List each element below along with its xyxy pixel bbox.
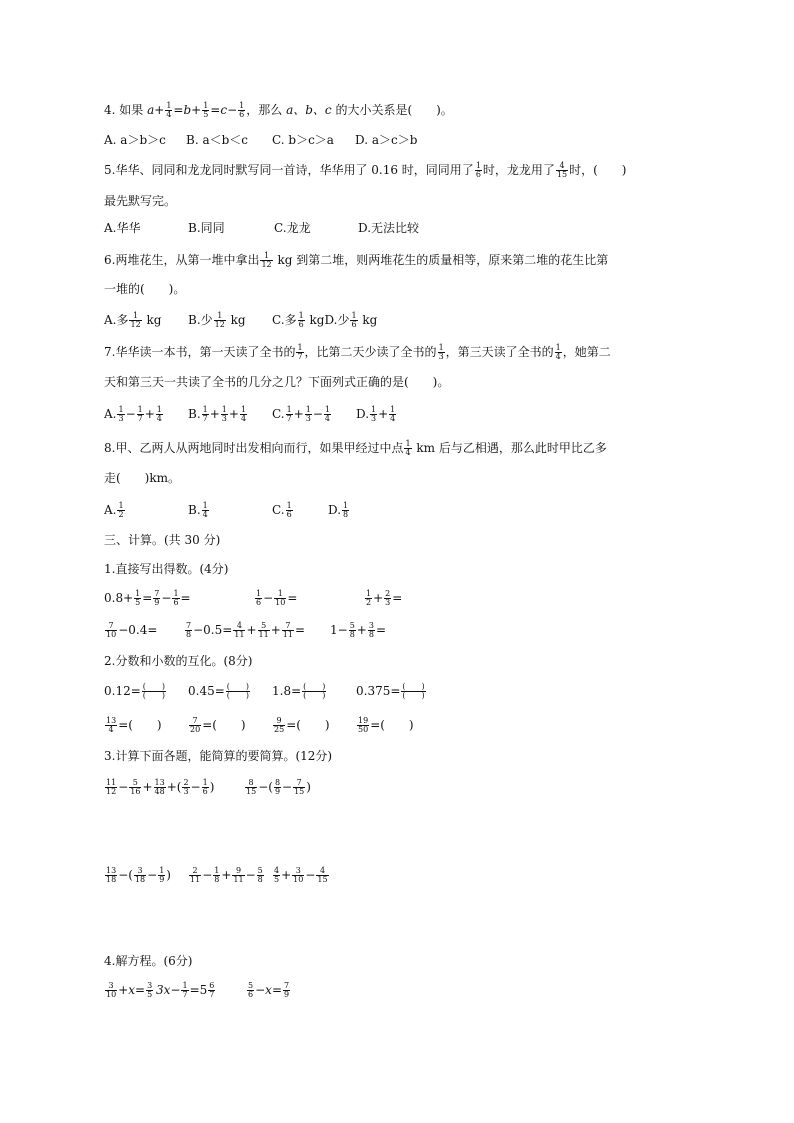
option-a: A. $\frac{1}{2}$ — [104, 501, 124, 519]
q4-options — [104, 132, 417, 148]
option-d: D. a＞c＞b — [355, 133, 418, 147]
option-b: B. $\frac{1}{7}$ + $\frac{1}{3}$ + $\frac{1}{4}$ — [188, 405, 247, 423]
section-title: 三、计算。(共 30 分) — [104, 533, 221, 547]
option-b: B.同同 — [188, 221, 225, 235]
option-c: C.龙龙 — [274, 221, 311, 235]
option-b: B. $\frac{1}{4}$ — [188, 501, 208, 519]
part1-title: 1.直接写出得数。(4分) — [104, 562, 229, 576]
option-d: D.少 $\frac{1}{6}$ kg — [324, 311, 378, 329]
option-c: C. b＞c＞a — [272, 133, 334, 147]
option-a: A.多 $\frac{1}{12}$ kg — [104, 311, 162, 329]
option-d: D.无法比较 — [358, 221, 420, 235]
option-b: B.少 $\frac{1}{12}$ kg — [188, 311, 246, 329]
simplify-row-2: $\frac{13}{18}$ −( $\frac{3}{18}$ − $\frac{1}{9}$ ) $\frac{2}{11}$ − $\frac{1}{8}$ + $\frac{9}{11}$ − $\frac{5}{8}$ $\frac{4}{5}$ + $\frac{3}{10}$ − $\frac{4}{15}$ — [106, 866, 328, 884]
option-a: A.华华 — [104, 221, 141, 235]
option-c: C. $\frac{1}{6}$ — [272, 501, 292, 519]
q4-stem: 4. 如果 a+ $\frac{1}{4}$ =b+ $\frac{1}{5}$ =c− $\frac{1}{6}$ ，那么 a、b、c 的大小关系是( )。 — [104, 101, 453, 119]
option-d: D. $\frac{1}{3}$ + $\frac{1}{4}$ — [356, 405, 396, 423]
q6-stem-cont: 一堆的( )。 — [104, 282, 186, 296]
convert-row-2: $\frac{13}{4}$ =( ) $\frac{7}{20}$ =( ) $\frac{9}{25}$ =( ) $\frac{19}{50}$ =( ) — [106, 716, 414, 734]
calc-row-2: $\frac{7}{10}$ −0.4= $\frac{7}{8}$ −0.5= $\frac{4}{11}$ + $\frac{5}{11}$ + $\frac{7}{11}$ = 1− $\frac{5}{8}$ + $\frac{3}{8}$ = — [106, 621, 387, 639]
part2-title: 2.分数和小数的互化。(8分) — [104, 654, 253, 668]
equation-row: $\frac{3}{10}$ +x= $\frac{3}{5}$ 3x− $\frac{1}{7}$ =5 $\frac{6}{7}$ $\frac{5}{6}$ −x= $\frac{7}{9}$ — [106, 981, 290, 999]
q7-stem-cont: 天和第三天一共读了全书的几分之几？下面列式正确的是( )。 — [104, 375, 450, 389]
option-a: A. a＞b＞c — [104, 133, 166, 147]
q5-stem-cont: 最先默写完。 — [104, 194, 177, 208]
option-a: A. $\frac{1}{3}$ − $\frac{1}{7}$ + $\frac{1}{4}$ — [104, 405, 162, 423]
part3-title: 3.计算下面各题，能简算的要简算。(12分) — [104, 749, 333, 763]
q8-options — [104, 502, 350, 519]
option-b: B. a＜b＜c — [186, 133, 249, 147]
q5-options — [104, 220, 419, 236]
option-c: C. $\frac{1}{7}$ + $\frac{1}{3}$ − $\frac{1}{4}$ — [272, 405, 330, 423]
convert-row-1: 0.12= ( ) ( ) 0.45= ( ) ( ) 1.8= ( ) ( ) 0.375= ( ) ( ) — [104, 682, 425, 700]
q7-options — [104, 406, 397, 423]
q6-stem: 6.两堆花生，从第一堆中拿出 $\frac{1}{12}$ kg 到第二堆，则两堆花生的质量相等，原来第二堆的花生比第 — [104, 251, 609, 269]
option-c: C.多 $\frac{1}{6}$ kg — [272, 311, 325, 329]
q5-stem: 5.华华、同同和龙龙同时默写同一首诗，华华用了 0.16 时，同同用了 $\frac{1}{6}$ 时，龙龙用了 $\frac{4}{15}$ 时，( ) — [104, 161, 627, 179]
q6-options — [104, 312, 377, 329]
option-d: D. $\frac{1}{8}$ — [328, 501, 349, 519]
q8-stem-cont: 走( )km。 — [104, 471, 181, 485]
q8-stem: 8.甲、乙两人从两地同时出发相向而行，如果甲经过中点 $\frac{1}{4}$ km 后与乙相遇，那么此时甲比乙多 — [104, 439, 607, 457]
simplify-row-1: $\frac{11}{12}$ − $\frac{5}{16}$ + $\frac{13}{48}$ +( $\frac{2}{3}$ − $\frac{1}{6}$ ) $\frac{8}{15}$ −( $\frac{8}{9}$ − $\frac{7}{15}$ ) — [106, 778, 311, 796]
q7-stem: 7.华华读一本书，第一天读了全书的 $\frac{1}{7}$ ，比第二天少读了全书的 $\frac{1}{3}$ ，第三天读了全书的 $\frac{1}{4}$ ，她第二 — [104, 343, 611, 361]
part4-title: 4.解方程。(6分) — [104, 954, 193, 968]
calc-row-1: 0.8+ $\frac{1}{5}$ = $\frac{7}{9}$ − $\frac{1}{6}$ = $\frac{1}{6}$ − $\frac{1}{10}$ = $\frac{1}{2}$ + $\frac{2}{3}$ = — [104, 589, 403, 607]
